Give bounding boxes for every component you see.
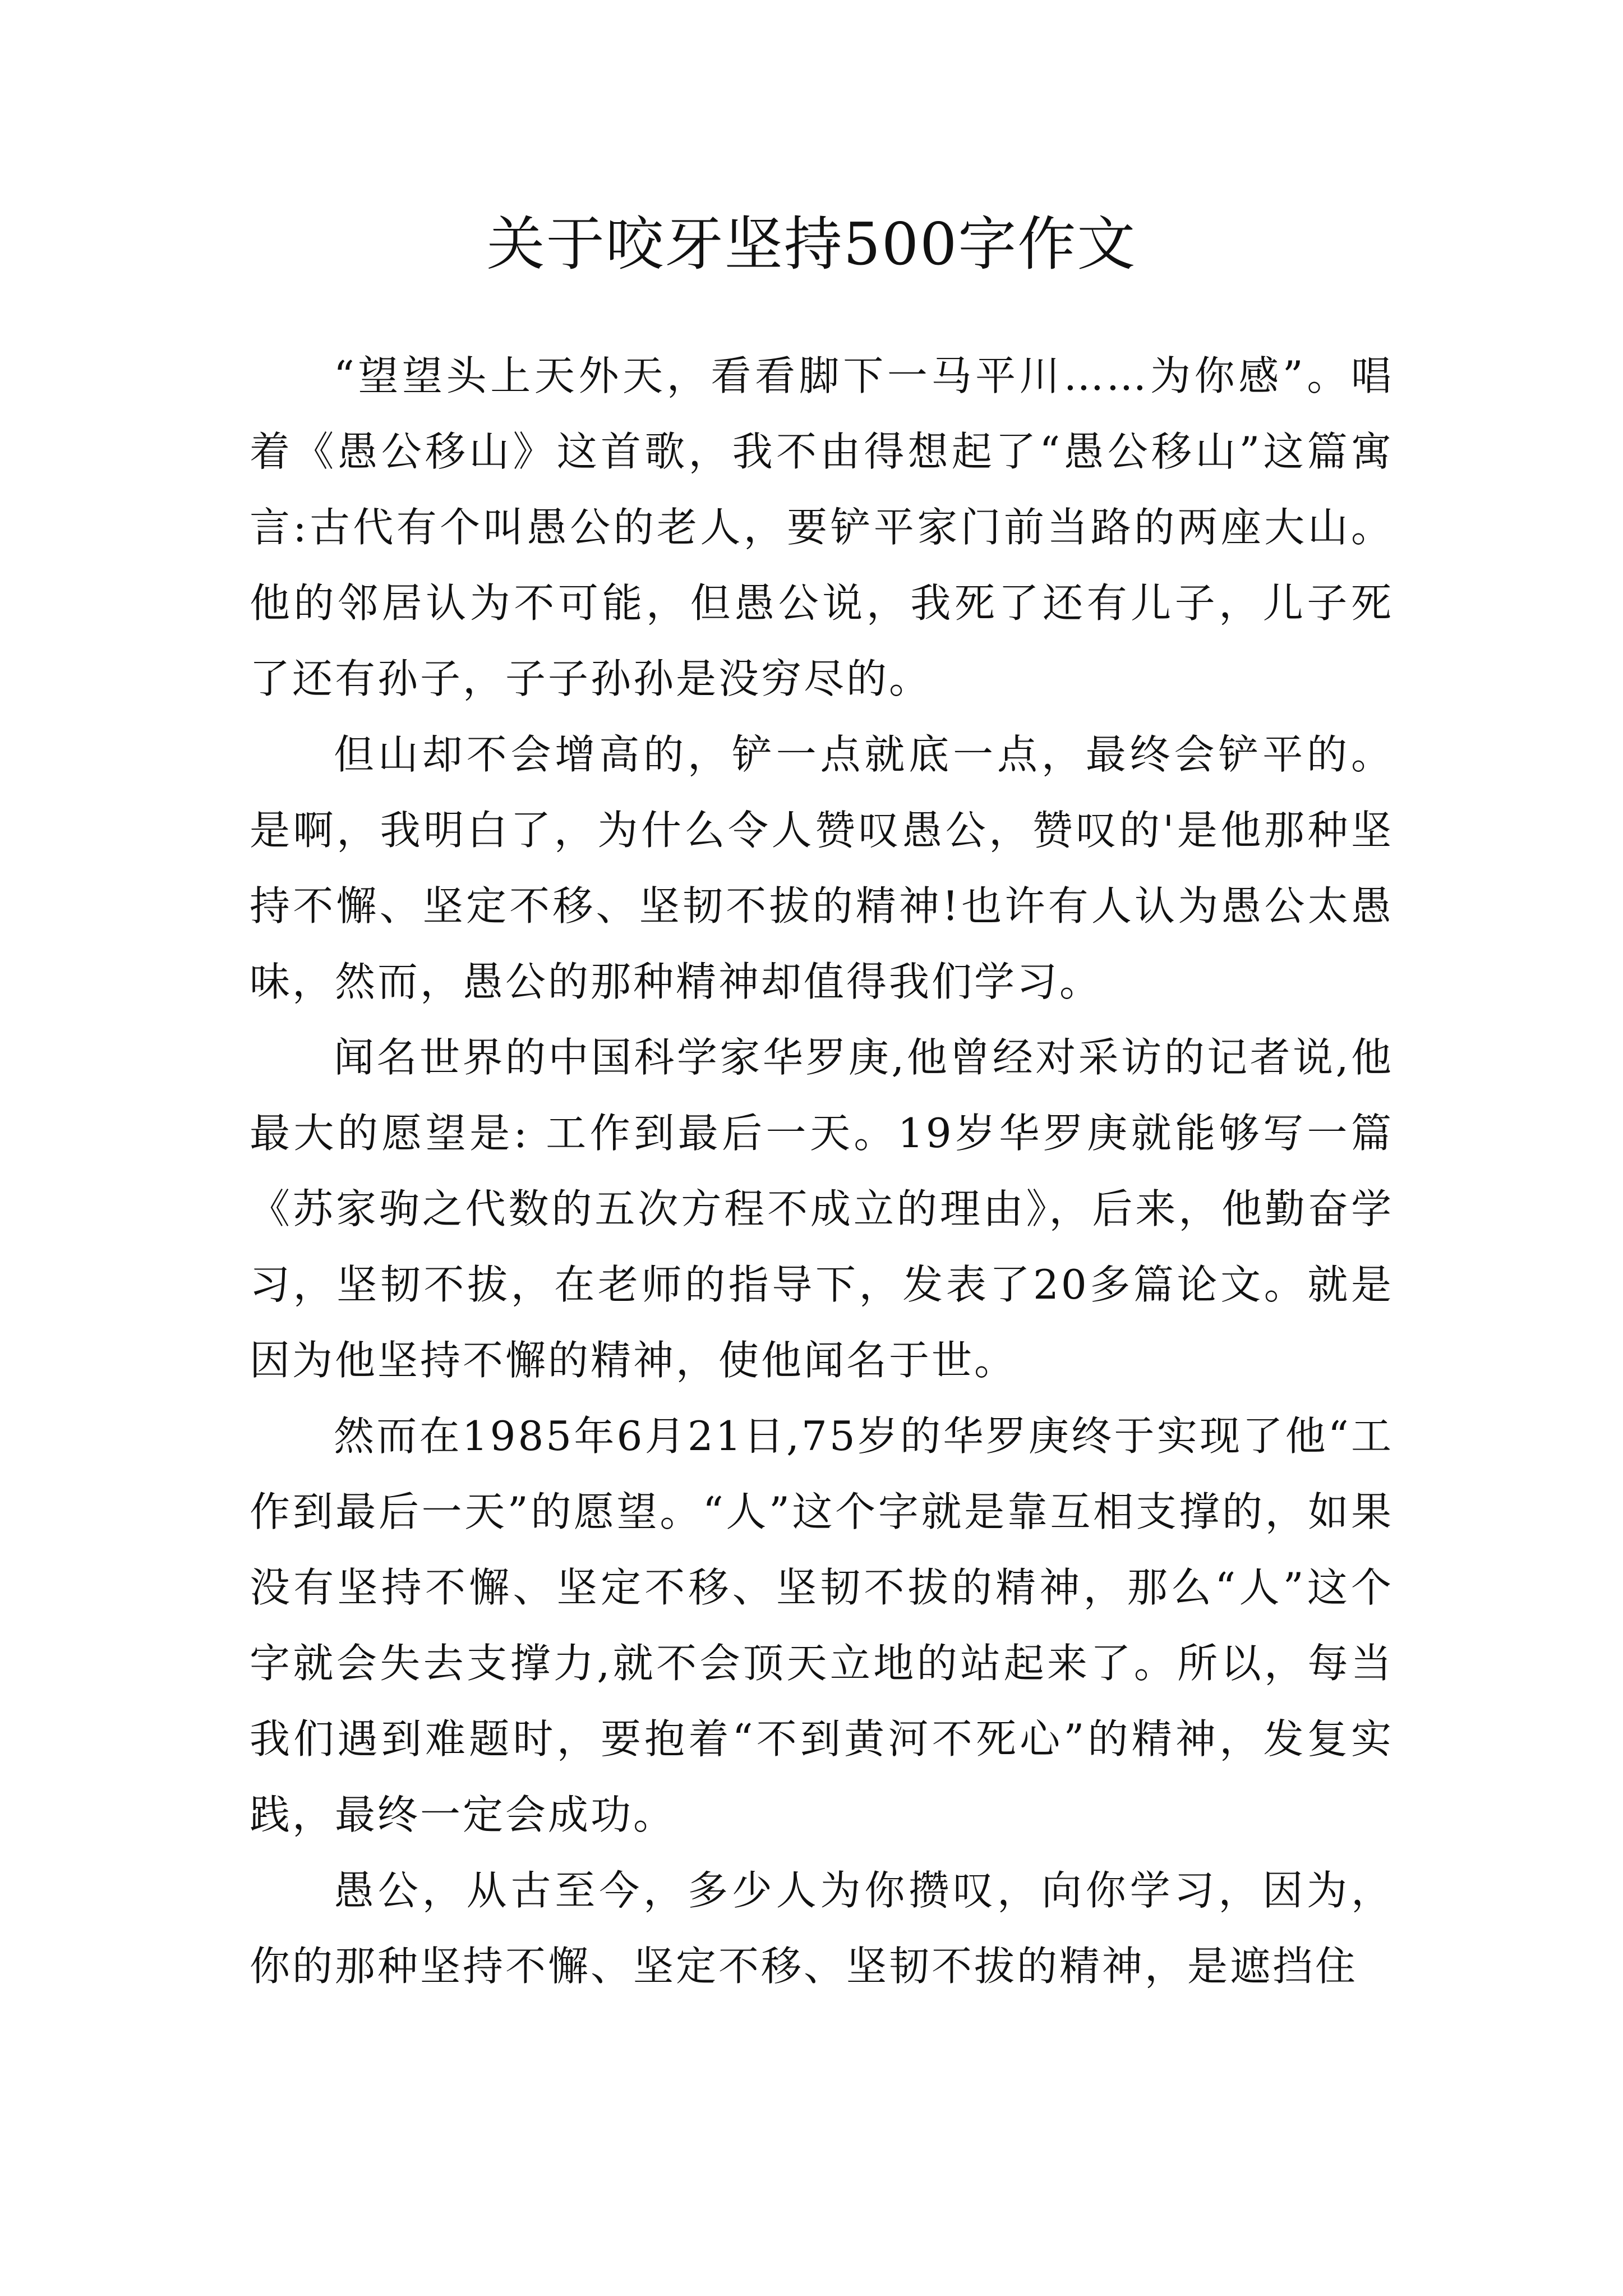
paragraph-3: 闻名世界的中国科学家华罗庚,他曾经对采访的记者说,他最大的愿望是: 工作到最后一天。19岁华罗庚就能够写一篇《苏家驹之代数的五次方程不成立的理由》，后来，他勤奋学习，坚韧不拔，在老师的指导下，发表了20多篇论文。就是因为他坚持不懈的精神，使他闻名于世。 <box>250 1034 1394 1384</box>
paragraph-2: 但山却不会增高的，铲一点就底一点，最终会铲平的。是啊，我明白了，为什么令人赞叹愚公，赞叹的'是他那种坚持不懈、坚定不移、坚韧不拔的精神!也许有人认为愚公太愚味，然而，愚公的那种精神却值得我们学习。 <box>250 731 1394 1005</box>
document-body <box>250 338 1394 2004</box>
paragraph-4: 然而在1985年6月21日,75岁的华罗庚终于实现了他“工作到最后一天”的愿望。“人”这个字就是靠互相支撑的，如果没有坚持不懈、坚定不移、坚韧不拔的精神，那么“人”这个字就会失去支撑力,就不会顶天立地的站起来了。所以，每当我们遇到难题时，要抱着“不到黄河不死心”的精神，发复实践，最终一定会成功。 <box>250 1412 1394 1838</box>
paragraph-5: 愚公，从古至今，多少人为你攒叹，向你学习，因为，你的那种坚持不懈、坚定不移、坚韧不拔的精神，是遮挡住 <box>250 1867 1394 1990</box>
document-title: 关于咬牙坚持500字作文 <box>486 210 1137 278</box>
paragraph-1: “望望头上天外天，看看脚下一马平川……为你感”。唱着《愚公移山》这首歌，我不由得想起了“愚公移山”这篇寓言:古代有个叫愚公的老人，要铲平家门前当路的两座大山。他的邻居认为不可能，但愚公说，我死了还有儿子，儿子死了还有孙子，子子孙孙是没穷尽的。 <box>250 352 1394 702</box>
